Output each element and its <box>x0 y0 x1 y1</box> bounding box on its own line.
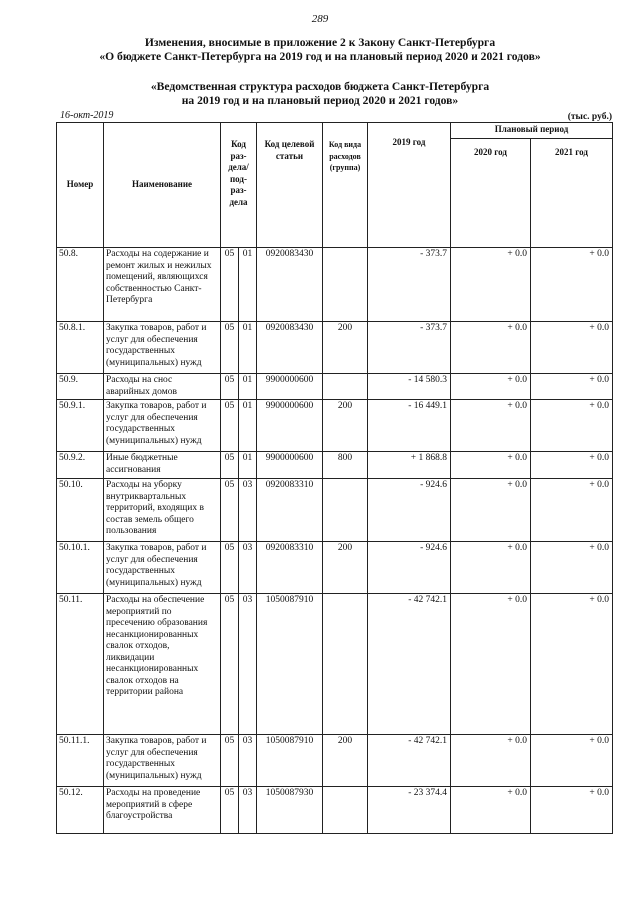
row-value-2021: + 0.0 <box>531 479 613 542</box>
document-date: 16-окт-2019 <box>60 110 114 121</box>
row-name: Расходы на уборку внутриквартальных территорий, входящих в состав земель общего пользования <box>104 479 221 542</box>
row-value-2021: + 0.0 <box>531 452 613 479</box>
row-value-2019: - 23 374.4 <box>368 787 451 834</box>
title-line: Изменения, вносимые в приложение 2 к Закону Санкт-Петербурга <box>144 36 496 49</box>
row-number: 50.10. <box>57 479 104 542</box>
row-target: 9900000600 <box>257 374 323 400</box>
row-value-2020: + 0.0 <box>451 322 531 374</box>
subtitle-line: на 2019 год и на плановый период 2020 и 2021 годов» <box>181 94 459 107</box>
row-section: 05 <box>221 452 239 479</box>
row-value-2020: + 0.0 <box>451 374 531 400</box>
page-number: 289 <box>311 13 329 25</box>
row-value-2019: - 924.6 <box>368 542 451 594</box>
row-target: 9900000600 <box>257 452 323 479</box>
row-type: 200 <box>323 322 368 374</box>
row-value-2021: + 0.0 <box>531 400 613 452</box>
row-name: Закупка товаров, работ и услуг для обеспечения государственных (муниципальных) нужд <box>104 735 221 787</box>
row-target: 9900000600 <box>257 400 323 452</box>
row-target: 0920083430 <box>257 248 323 322</box>
row-value-2019: - 373.7 <box>368 322 451 374</box>
header-section: Код раз- дела/ под- раз- дела <box>221 123 257 248</box>
row-number: 50.11.1. <box>57 735 104 787</box>
header-2019: 2019 год <box>368 123 451 248</box>
row-value-2019: - 16 449.1 <box>368 400 451 452</box>
row-type <box>323 787 368 834</box>
row-number: 50.12. <box>57 787 104 834</box>
document-title <box>0 36 640 64</box>
row-value-2021: + 0.0 <box>531 787 613 834</box>
row-name: Расходы на проведение мероприятий в сфере благоустройства <box>104 787 221 834</box>
row-value-2020: + 0.0 <box>451 594 531 735</box>
row-number: 50.8.1. <box>57 322 104 374</box>
row-value-2020: + 0.0 <box>451 542 531 594</box>
row-target: 1050087910 <box>257 735 323 787</box>
row-value-2021: + 0.0 <box>531 322 613 374</box>
row-type <box>323 479 368 542</box>
row-type <box>323 374 368 400</box>
document-subtitle <box>0 80 640 108</box>
row-subsection: 03 <box>239 542 257 594</box>
row-subsection: 01 <box>239 248 257 322</box>
title-line: «О бюджете Санкт-Петербурга на 2019 год и на плановый период 2020 и 2021 годов» <box>99 50 541 63</box>
row-value-2020: + 0.0 <box>451 400 531 452</box>
row-number: 50.9.2. <box>57 452 104 479</box>
row-type: 200 <box>323 735 368 787</box>
row-number: 50.8. <box>57 248 104 322</box>
row-type <box>323 248 368 322</box>
row-target: 0920083430 <box>257 322 323 374</box>
table-row <box>57 400 613 452</box>
row-section: 05 <box>221 735 239 787</box>
row-type: 800 <box>323 452 368 479</box>
row-value-2020: + 0.0 <box>451 787 531 834</box>
table-row <box>57 787 613 834</box>
row-value-2021: + 0.0 <box>531 248 613 322</box>
row-value-2021: + 0.0 <box>531 374 613 400</box>
row-number: 50.10.1. <box>57 542 104 594</box>
row-value-2021: + 0.0 <box>531 542 613 594</box>
row-section: 05 <box>221 787 239 834</box>
header-type: Код вида расходов (группа) <box>323 123 368 248</box>
table-row <box>57 542 613 594</box>
header-planned: Плановый период <box>451 123 613 139</box>
row-target: 1050087910 <box>257 594 323 735</box>
subtitle-line: «Ведомственная структура расходов бюджета Санкт-Петербурга <box>150 80 490 93</box>
row-value-2019: - 14 580.3 <box>368 374 451 400</box>
row-section: 05 <box>221 479 239 542</box>
row-name: Расходы на содержание и ремонт жилых и нежилых помещений, являющихся собственностью Санкт-Петербурга <box>104 248 221 322</box>
row-value-2019: - 42 742.1 <box>368 594 451 735</box>
row-type: 200 <box>323 400 368 452</box>
row-target: 0920083310 <box>257 479 323 542</box>
row-value-2019: - 373.7 <box>368 248 451 322</box>
row-subsection: 01 <box>239 322 257 374</box>
row-subsection: 03 <box>239 479 257 542</box>
table-row <box>57 594 613 735</box>
row-target: 1050087930 <box>257 787 323 834</box>
row-subsection: 01 <box>239 452 257 479</box>
table-row <box>57 374 613 400</box>
row-subsection: 01 <box>239 374 257 400</box>
row-value-2019: + 1 868.8 <box>368 452 451 479</box>
row-value-2020: + 0.0 <box>451 479 531 542</box>
row-name: Иные бюджетные ассигнования <box>104 452 221 479</box>
row-type <box>323 594 368 735</box>
header-target: Код целевой статьи <box>257 123 323 248</box>
table-row <box>57 452 613 479</box>
header-2021: 2021 год <box>531 139 613 248</box>
table-row <box>57 479 613 542</box>
row-name: Расходы на снос аварийных домов <box>104 374 221 400</box>
table-row <box>57 248 613 322</box>
row-type: 200 <box>323 542 368 594</box>
row-subsection: 03 <box>239 787 257 834</box>
row-subsection: 03 <box>239 594 257 735</box>
row-value-2020: + 0.0 <box>451 452 531 479</box>
row-section: 05 <box>221 400 239 452</box>
row-section: 05 <box>221 374 239 400</box>
row-name: Закупка товаров, работ и услуг для обеспечения государственных (муниципальных) нужд <box>104 400 221 452</box>
row-number: 50.9. <box>57 374 104 400</box>
row-value-2020: + 0.0 <box>451 248 531 322</box>
header-2020: 2020 год <box>451 139 531 248</box>
budget-table <box>56 122 613 834</box>
row-number: 50.9.1. <box>57 400 104 452</box>
row-name: Расходы на обеспечение мероприятий по пресечению образования несанкционированных свалок отходов, ликвидации несанкционированных свалок отходов на территории района <box>104 594 221 735</box>
units-label: (тыс. руб.) <box>567 112 612 122</box>
row-subsection: 03 <box>239 735 257 787</box>
row-target: 0920083310 <box>257 542 323 594</box>
row-value-2019: - 924.6 <box>368 479 451 542</box>
row-section: 05 <box>221 248 239 322</box>
row-name: Закупка товаров, работ и услуг для обеспечения государственных (муниципальных) нужд <box>104 542 221 594</box>
table-body <box>57 248 613 834</box>
row-number: 50.11. <box>57 594 104 735</box>
row-section: 05 <box>221 594 239 735</box>
row-value-2020: + 0.0 <box>451 735 531 787</box>
row-value-2019: - 42 742.1 <box>368 735 451 787</box>
table-header <box>57 123 613 248</box>
row-section: 05 <box>221 542 239 594</box>
row-value-2021: + 0.0 <box>531 735 613 787</box>
row-name: Закупка товаров, работ и услуг для обеспечения государственных (муниципальных) нужд <box>104 322 221 374</box>
row-section: 05 <box>221 322 239 374</box>
header-name: Наименование <box>104 123 221 248</box>
row-subsection: 01 <box>239 400 257 452</box>
row-value-2021: + 0.0 <box>531 594 613 735</box>
table-row <box>57 735 613 787</box>
table-row <box>57 322 613 374</box>
header-number: Номер <box>57 123 104 248</box>
